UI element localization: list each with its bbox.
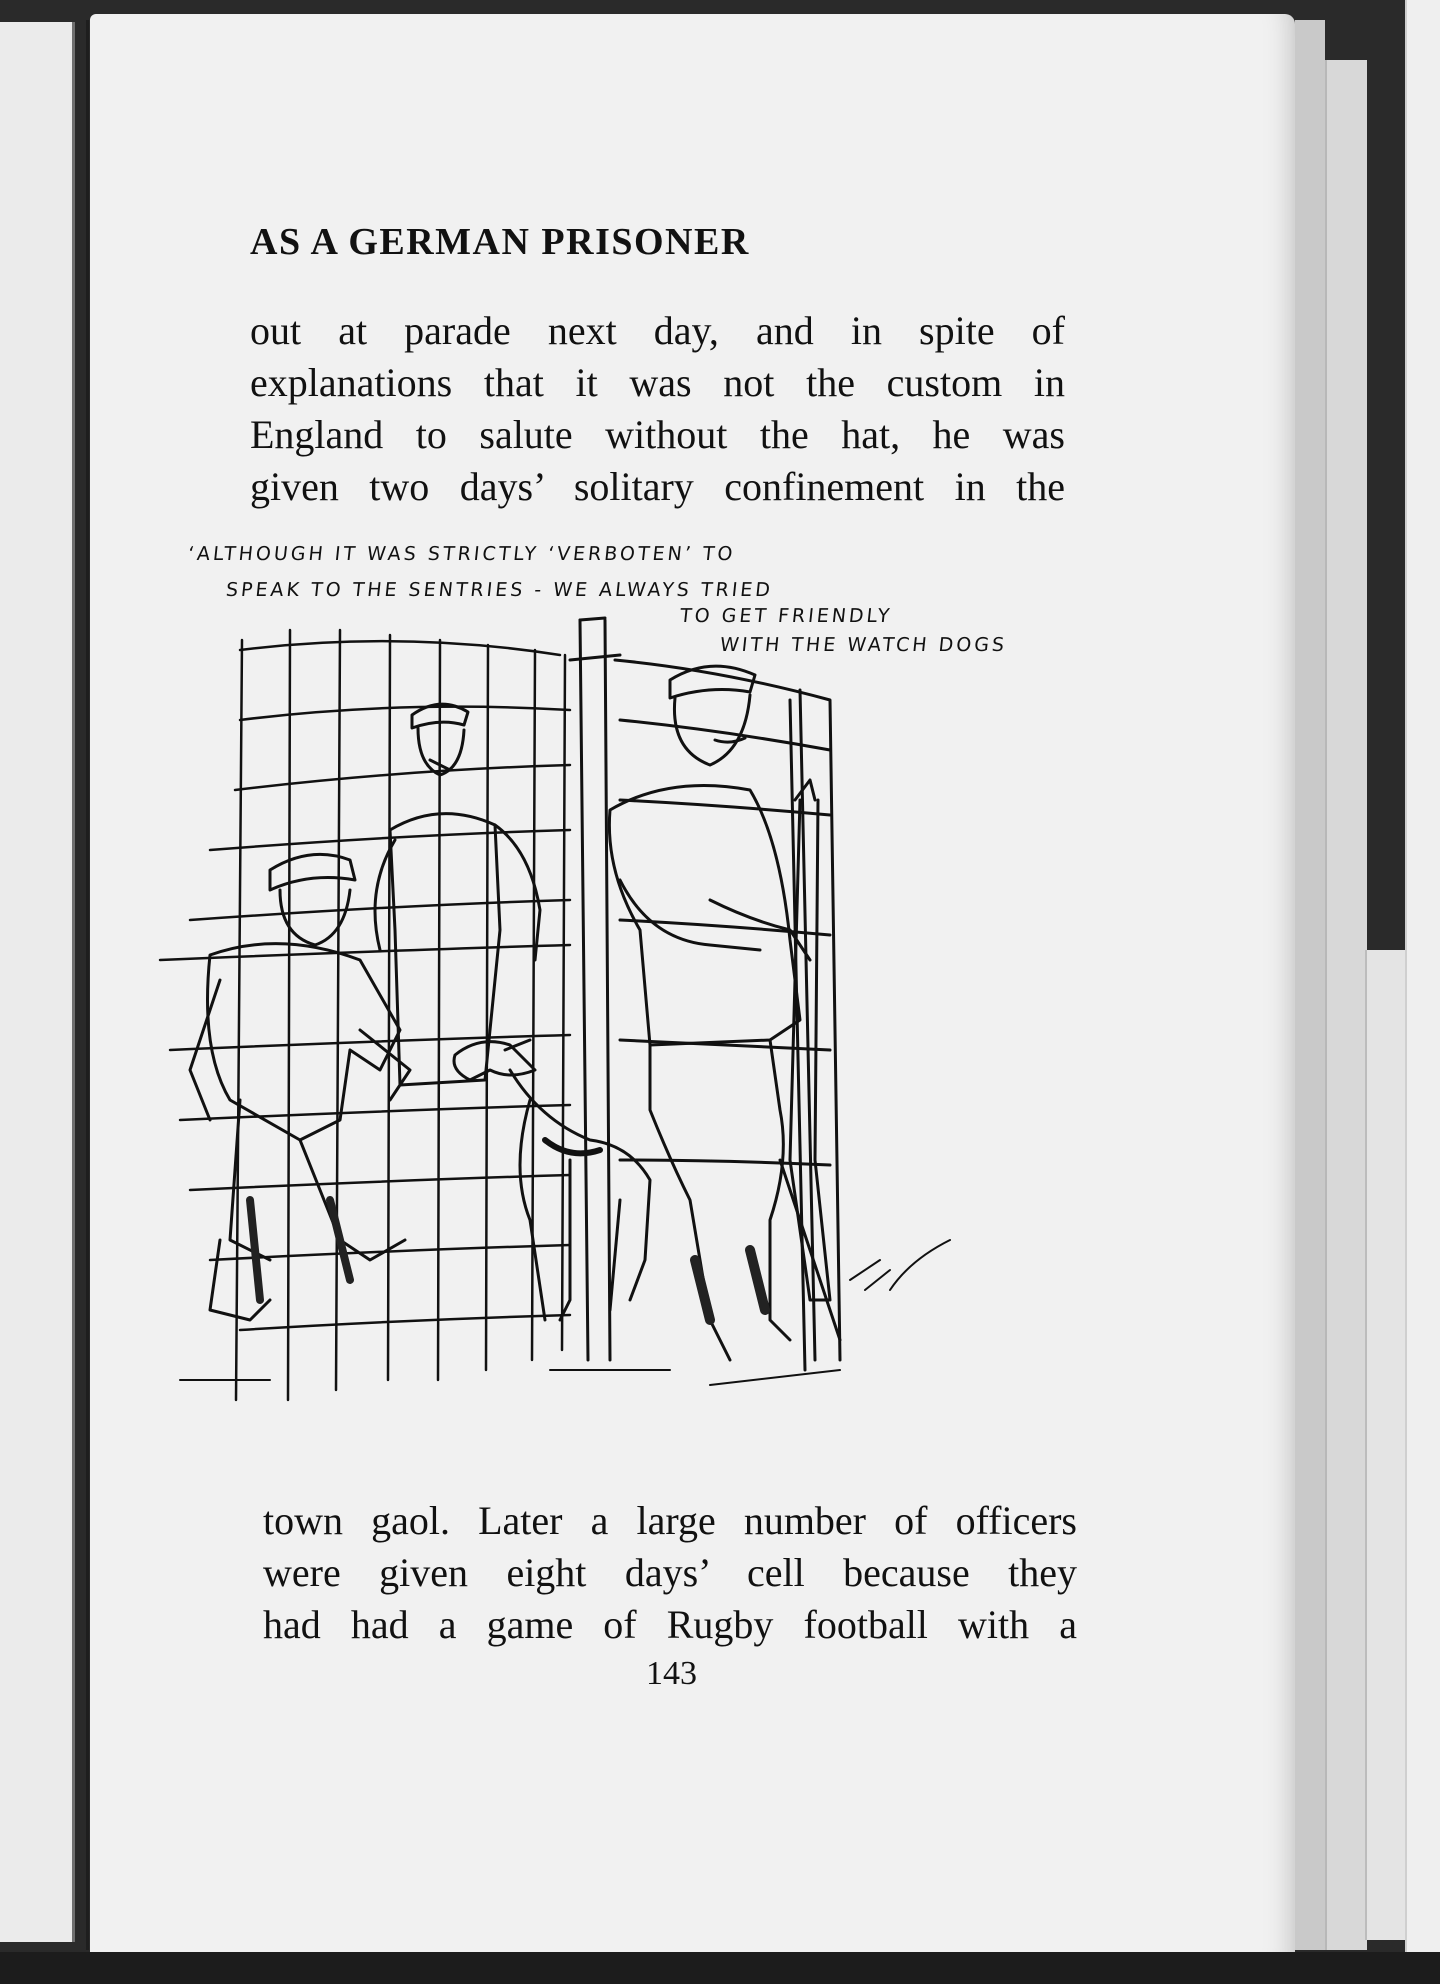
- illustration-caption-line: WITH THE WATCH DOGS: [718, 634, 1009, 656]
- text-line: explanations that it was not the custom in: [250, 360, 1065, 405]
- wire-fence: [160, 630, 570, 1400]
- facing-page-edge: [0, 22, 75, 1942]
- page-edge: [1365, 950, 1407, 1940]
- page-edge: [1325, 60, 1367, 1950]
- book-spine: [86, 20, 89, 1950]
- page-number: 143: [646, 1655, 697, 1692]
- gate-post: [570, 618, 840, 1370]
- ink-illustration: [150, 600, 1000, 1450]
- text-line: were given eight days’ cell because they: [263, 1550, 1077, 1595]
- text-line: given two days’ solitary confinement in the: [250, 464, 1065, 509]
- paragraph-top: [250, 305, 1065, 513]
- text-line: town gaol. Later a large number of officers: [263, 1498, 1077, 1543]
- illustration-caption-line: SPEAK TO THE SENTRIES - WE ALWAYS TRIED: [224, 579, 775, 601]
- page-edge: [1405, 0, 1440, 1984]
- text-line: out at parade next day, and in spite of: [250, 308, 1065, 353]
- watch-dog: [454, 1040, 650, 1320]
- page-edge: [1295, 20, 1325, 1950]
- scan-background: [0, 1952, 1440, 1984]
- text-line: England to salute without the hat, he was: [250, 412, 1065, 457]
- illustration-caption-line: ‘ALTHOUGH IT WAS STRICTLY ‘VERBOTEN’ TO: [186, 543, 737, 565]
- text-line: had had a game of Rugby football with a: [263, 1602, 1077, 1647]
- paragraph-bottom: [263, 1495, 1077, 1651]
- running-head: AS A GERMAN PRISONER: [250, 221, 750, 263]
- illustration-caption-line: TO GET FRIENDLY: [678, 605, 894, 627]
